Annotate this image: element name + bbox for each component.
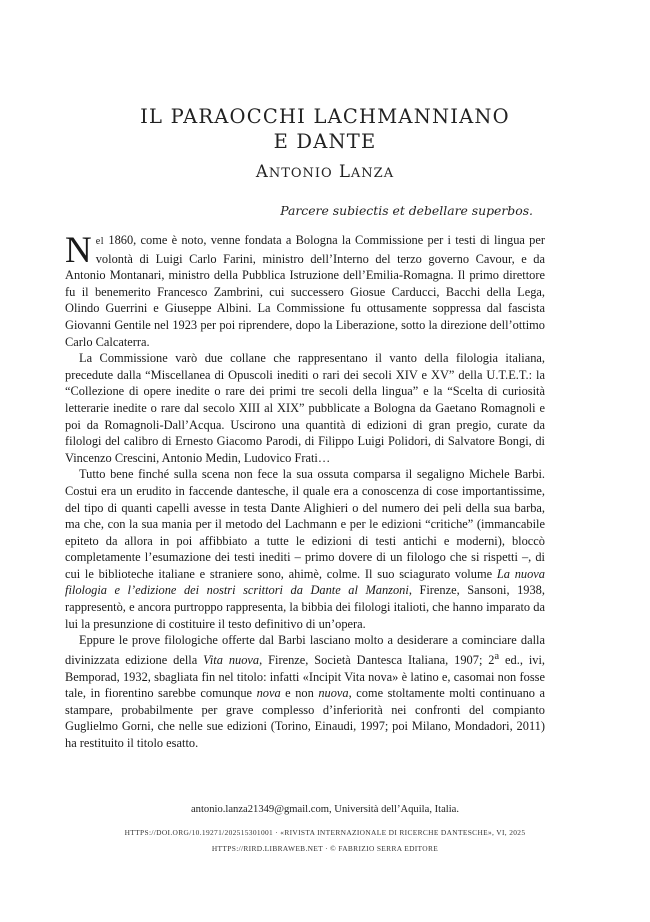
paragraph-4-text-b: , Firenze, Società Dantesca Italiana, 1907; 2 (259, 652, 495, 667)
article-title-line1: IL PARAOCCHI LACHMANNIANO (140, 105, 510, 128)
article-body (65, 232, 545, 752)
paragraph-4-text-a: Eppure le prove filologiche offerte dal Barbi lasciano molto a desiderare a cominciare dalla divinizzata edizione della (65, 633, 545, 667)
author-last-rest: ANZA (350, 166, 395, 181)
edition-superscript: a (494, 650, 500, 662)
author-name (0, 162, 650, 181)
paragraph-3 (65, 466, 545, 632)
book-title-italic: La nuova filologia e l’edizione dei nostri scrittori da Dante al Manzoni (65, 566, 545, 598)
paragraph-4 (65, 632, 545, 751)
publisher-line: HTTPS://RIRD.LIBRAWEB.NET · © FABRIZIO SERRA EDITORE (211, 844, 439, 853)
doi-line: HTTPS://DOI.ORG/10.19271/202515301001 · «RIVISTA INTERNAZIONALE DI RICERCHE DANTESCHE», VI, 2025 (124, 828, 526, 837)
author-last-initial: L (338, 162, 351, 181)
nuova-italic: nuova (318, 686, 349, 701)
article-title (0, 104, 650, 154)
paragraph-4-text-c: ed., ivi, Bemporad, 1932, sbagliata fin nel titolo: infatti «Incipit Vita nova» è latino e, casomai non fosse tale, in fiorentino sarebbe comunque (65, 652, 546, 701)
article-title-line2: E DANTE (273, 130, 377, 153)
author-first-rest: NTONIO (268, 166, 333, 181)
paragraph-2: La Commissione varò due collane che rappresentano il vanto della filologia italiana, precedute dalla “Miscellanea di Opuscoli inediti o rari dei secoli XIV e XV” della U.T.E.T.: la “Collezione di opere inedite o rare dei primi tre secoli della lingua” e la “Scelta di curiosità letterarie inedite o rare dal secolo XIII al XIX” pubblicate a Bologna da Gaetano Romagnoli e poi da Romagnoli-Dall’Acqua. Uscirono una quantità di edizioni di gran pregio, curate da filologi del calibro di Ernesto Giacomo Parodi, di Filippo Luigi Polidori, di Salvatore Bongi, di Vincenzo Crescini, Antonio Medin, Ludovico Frati… (65, 351, 545, 465)
author-footnote: antonio.lanza21349@gmail.com, Università dell’Aquila, Italia. (190, 804, 460, 815)
drop-cap: N (65, 230, 92, 271)
nova-italic: nova (256, 686, 281, 701)
paragraph-1 (65, 232, 545, 350)
smallcaps-opening: el (95, 236, 105, 247)
paragraph-3-text-a: Tutto bene finché sulla scena non fece la sua ossuta comparsa il segaligno Michele Barbi. Costui era un erudito in faccende dantesche, il quale era a conoscenza di cose importantissime, del tipo di quanti capelli avesse in testa Dante Alighieri o del numero dei peli della sua barba, ma che, con la sua mania per il metodo del Lachmann e per le edizioni “critiche” (immancabile epiteto da allora in poi affibbiato a tutte le edizioni di testi antichi e moderni), bloccò completamente l’esumazione dei testi inediti – primo dovere di un filologo che si rispetti –, di cui le biblioteche italiane e straniere sono, ahimè, colme. Il suo sciagurato volume (65, 467, 545, 581)
author-first-initial: A (255, 162, 269, 181)
paragraph-4-text-d: e non (280, 686, 319, 701)
paragraph-4-text-e: , come stoltamente molti continuano a stampare, probabilmente per grave complesso d’inferiorità nei confronti del compianto Guglielmo Gorni, che nelle sue edizioni (Torino, Einaudi, 1997; poi Milano, Mondadori, 2011) ha restituito il titolo esatto. (65, 686, 545, 750)
epigraph: Parcere subiectis et debellare superbos. (280, 203, 533, 218)
vita-nuova-italic: Vita nuova (203, 652, 260, 667)
paragraph-1-text: 1860, come è noto, venne fondata a Bologna la Commissione per i testi di lingua per volontà di Luigi Carlo Farini, ministro dell’Interno del terzo governo Cavour, e da Antonio Montanari, ministro della Pubblica Istruzione dell’Emilia-Romagna. Il primo direttore fu il benemerito Francesco Zambrini, cui successero Giosue Carducci, Bacchi della Lega, Olindo Guerrini e Giuseppe Albini. La Commissione fu ottusamente soppressa dal fascista Giovanni Gentile nel 1923 per poi riprendere, dopo la Liberazione, sotto la direzione dell’ottimo Carlo Calcaterra. (65, 233, 545, 349)
paragraph-3-text-b: , Firenze, Sansoni, 1938, rappresentò, e ancora purtroppo rappresenta, la bibbia dei filologi italioti, che hanno imparato da lui la presunzione di costituire il testo definitivo di un’opera. (65, 583, 545, 631)
